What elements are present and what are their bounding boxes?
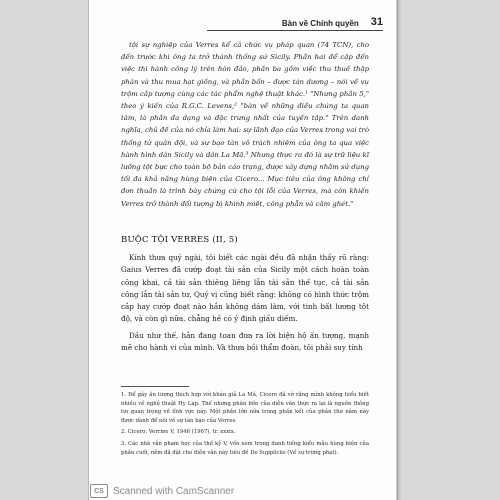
page-number: 31 [370, 16, 383, 28]
section-title: BUỘC TỘI VERRES (II, 5) [121, 235, 238, 245]
footnote: 1. Để gây ấn tượng thích hợp với khán giả La Mã, Cicero đã vờ rằng mình không hiểu biết nhiều về nghệ thuật Hy Lạp. Thế nhưng phần bốn của diễn văn thực ra lại là nguồn thông tin quan trọng về lĩnh vực này. Một phần lớn nữa trong phần kết của phần thư năm này được dành để nói về sự tàn bạo của Verres. [121, 392, 369, 424]
introductory-quote [121, 39, 369, 210]
header-rule [207, 30, 383, 31]
body-text [121, 252, 369, 358]
footnote: 3. Các nhà văn phạm học của thế kỷ V, vốn xem trọng danh tiếng kiểu mẫu hùng biện của phần cuối, nêm đã đặt cho diễn văn này tiêu đề De Suppliciis (Về sự trừng phạt). [121, 440, 369, 456]
page-edge-shadow [396, 0, 402, 500]
running-header [209, 12, 383, 28]
footnote: 2. Cicero: Verrine V, 1946 (1967), tr. xxxix. [121, 429, 236, 436]
footnote-rule [121, 386, 189, 387]
body-paragraph: Dầu như thế, hắn đang toan đưa ra lời biện hộ ấn tượng, mạnh mẽ cho hành vi của mình. Và thưa bồi thẩm đoàn, tôi phải suy tính [121, 330, 369, 353]
footnotes [121, 391, 369, 460]
scanner-watermark [88, 482, 398, 500]
body-paragraph: Kính thưa quý ngài, tôi biết các ngài đều đã nhận thấy rõ ràng: Gaius Verres đã cướp đoạt tài sản của Sicily một cách hoàn toàn công khai, cả tài sản thiêng liêng lẫn tài sản thế tục, cả tài sản công lẫn tài sản tư. Quý vị cũng biết rằng: không có hình thức trộm cắp hay cướp đoạt nào hắn không dám làm, với tinh bất lương tột độ, và còn gì nữa, chẳng hề có ý định giấu diếm. [121, 253, 369, 324]
quote-paragraph: tội sự nghiệp của Verres kể cả chức vụ pháp quan (74 TCN), cho đến trước khi ông ta trở thành thống sứ Sicily. Phần hai để cập đến việc thi hành công lý trên hòn đảo, phần ba gồm việc thu thuế thập phân và thu mua hạt giống, và phần bốn – được tán dương – nói về vụ trộm cắp tượng cùng các tác phẩm nghệ thuật khác.¹ "Nhưng phần 5," theo ý kiến của R.G.C. Levens,² "bàn về những điều chúng ta quan tâm, là phần đa dạng và đặc trưng nhất của tuyến tập." Trên danh nghĩa, chủ đề của nó chỉa làm hai: sự lãnh đạo của Verres trong vai trò thống tử quân đội, và sự bạo tàn vô trách nhiệm của ông ta qua việc hành hình dân Sicily và dân La Mã.³ Nhưng thực ra đó là sự trữ liệu kĩ lưỡng tột bực cho toàn bộ bản cáo trạng, được xây dựng nhằm sử dụng tối đa khả năng hùng biện của Cicero... Mục tiêu của ông không chỉ đơn thuần là trình bày chứng cứ cho tội lỗi của Verres, mà còn khiến Verres trở thành đối tượng bị khinh miệt, công phẫn và căm ghét." [121, 41, 369, 208]
book-page [88, 0, 398, 500]
header-title: Bàn về Chính quyền [281, 19, 359, 28]
camscanner-logo-icon: CS [90, 484, 108, 498]
watermark-text: Scanned with CamScanner [113, 485, 235, 497]
